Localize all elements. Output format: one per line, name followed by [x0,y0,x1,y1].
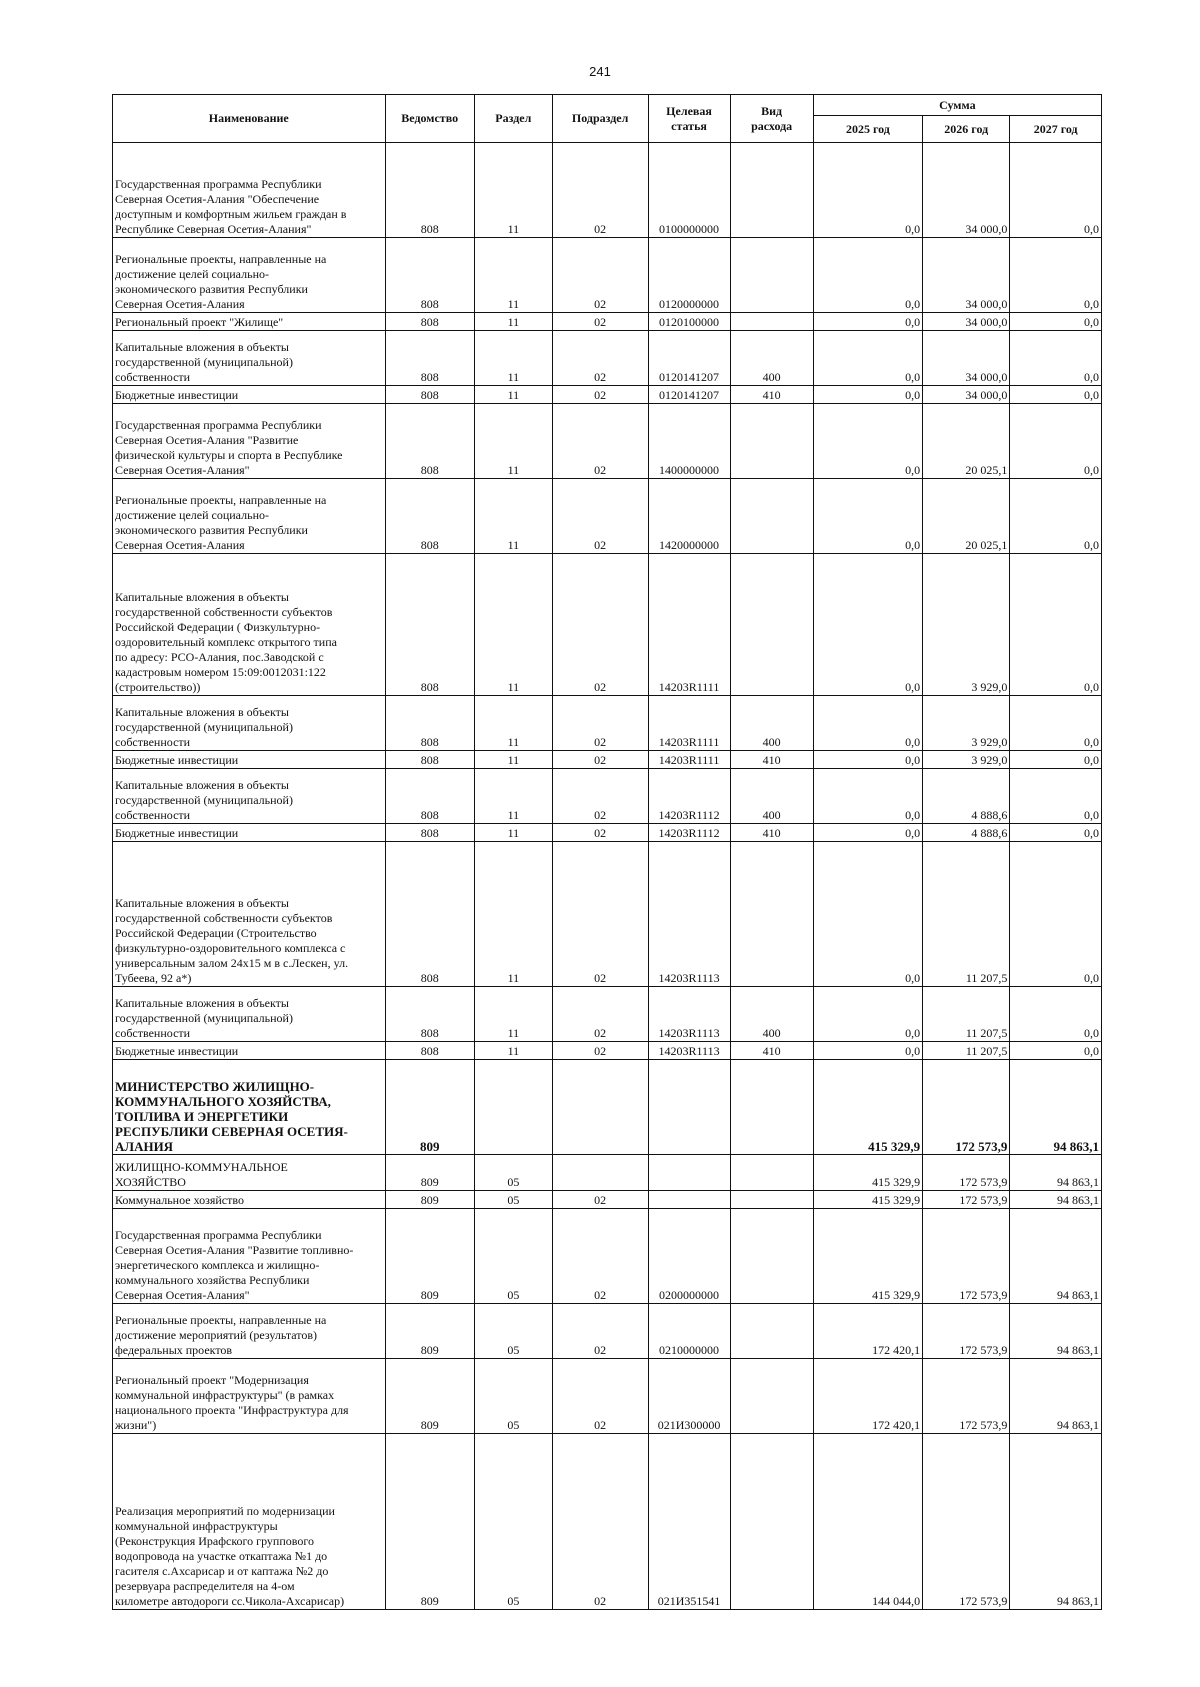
cell-name [113,1155,386,1191]
cell-dept: 808 [385,824,474,842]
cell-section: 11 [474,696,552,751]
row-name-text: Региональный проект "Модернизация коммунальной инфраструктуры" (в рамках национального проекта "Инфраструктура для жизни") [115,1373,349,1432]
cell-section: 05 [474,1304,552,1359]
table-row [113,824,1102,842]
cell-name [113,238,386,313]
cell-target [648,1155,730,1191]
cell-dept: 809 [385,1209,474,1304]
cell-dept: 808 [385,696,474,751]
cell-y2027: 0,0 [1010,143,1102,238]
cell-section: 11 [474,842,552,987]
row-name-text: Государственная программа Республики Северная Осетия-Алания "Обеспечение доступным и комфортным жильем граждан в Республике Северная Осетия-Алания" [115,177,347,236]
cell-sub: 02 [552,331,648,386]
cell-type [730,1304,813,1359]
cell-sub: 02 [552,479,648,554]
cell-y2026: 20 025,1 [923,479,1010,554]
cell-type [730,1359,813,1434]
cell-y2025: 172 420,1 [813,1359,922,1434]
cell-sub: 02 [552,842,648,987]
table-row [113,1304,1102,1359]
cell-target: 14203R1112 [648,824,730,842]
table-row [113,1042,1102,1060]
cell-sub: 02 [552,1434,648,1610]
cell-name [113,313,386,331]
cell-section: 11 [474,238,552,313]
cell-y2025: 0,0 [813,987,922,1042]
cell-type: 410 [730,386,813,404]
cell-target [648,1060,730,1155]
cell-y2025: 0,0 [813,769,922,824]
cell-target: 14203R1111 [648,751,730,769]
cell-target: 14203R1113 [648,842,730,987]
cell-y2025: 0,0 [813,386,922,404]
cell-y2025: 172 420,1 [813,1304,922,1359]
cell-sub: 02 [552,313,648,331]
cell-type [730,554,813,696]
cell-y2025: 144 044,0 [813,1434,922,1610]
header-target: Целевая статья [648,95,730,143]
cell-name [113,696,386,751]
cell-target: 0120000000 [648,238,730,313]
cell-y2027: 94 863,1 [1010,1060,1102,1155]
cell-type [730,842,813,987]
cell-name [113,1359,386,1434]
cell-target: 0210000000 [648,1304,730,1359]
table-row [113,479,1102,554]
cell-name [113,751,386,769]
table-row [113,987,1102,1042]
cell-y2025: 0,0 [813,696,922,751]
cell-y2026: 3 929,0 [923,696,1010,751]
header-sum: Сумма [813,95,1101,116]
cell-dept: 808 [385,238,474,313]
row-name-text: Капитальные вложения в объекты государственной (муниципальной) собственности [115,778,293,822]
cell-type: 400 [730,769,813,824]
cell-y2027: 0,0 [1010,479,1102,554]
table-row [113,404,1102,479]
cell-sub: 02 [552,404,648,479]
cell-name [113,842,386,987]
row-name-text: Коммунальное хозяйство [115,1193,244,1207]
cell-type [730,143,813,238]
cell-dept: 808 [385,751,474,769]
cell-y2025: 415 329,9 [813,1060,922,1155]
cell-section: 11 [474,769,552,824]
cell-y2027: 0,0 [1010,238,1102,313]
row-name-text: ЖИЛИЩНО-КОММУНАЛЬНОЕ ХОЗЯЙСТВО [115,1160,288,1189]
row-name-text: Бюджетные инвестиции [115,388,239,402]
row-name-text: Региональные проекты, направленные на достижение целей социально- экономического развития Республики Северная Осетия-Алания [115,493,327,552]
cell-section: 11 [474,313,552,331]
cell-name [113,1191,386,1209]
cell-y2027: 0,0 [1010,1042,1102,1060]
cell-y2027: 0,0 [1010,842,1102,987]
cell-dept: 809 [385,1060,474,1155]
table-row [113,386,1102,404]
cell-y2026: 11 207,5 [923,1042,1010,1060]
page-number: 241 [589,64,611,79]
cell-section: 05 [474,1155,552,1191]
cell-name [113,386,386,404]
cell-y2026: 3 929,0 [923,751,1010,769]
cell-section: 11 [474,143,552,238]
cell-type [730,1209,813,1304]
cell-y2025: 0,0 [813,313,922,331]
cell-section: 11 [474,331,552,386]
cell-sub: 02 [552,751,648,769]
cell-dept: 808 [385,331,474,386]
table-row [113,143,1102,238]
cell-dept: 808 [385,987,474,1042]
cell-sub: 02 [552,824,648,842]
cell-y2026: 34 000,0 [923,331,1010,386]
cell-y2027: 0,0 [1010,554,1102,696]
header-dept: Ведомство [385,95,474,143]
table-row [113,554,1102,696]
cell-dept: 808 [385,313,474,331]
cell-target: 0200000000 [648,1209,730,1304]
cell-sub: 02 [552,1209,648,1304]
cell-y2026: 172 573,9 [923,1209,1010,1304]
header-section: Раздел [474,95,552,143]
header-name: Наименование [113,95,386,143]
table-row [113,751,1102,769]
cell-name [113,331,386,386]
cell-name [113,769,386,824]
cell-section: 11 [474,479,552,554]
header-y2027: 2027 год [1010,116,1102,143]
cell-dept: 808 [385,554,474,696]
cell-target [648,1191,730,1209]
cell-section: 05 [474,1209,552,1304]
cell-name [113,554,386,696]
cell-y2026: 11 207,5 [923,842,1010,987]
cell-y2027: 94 863,1 [1010,1191,1102,1209]
cell-name [113,1304,386,1359]
cell-y2026: 34 000,0 [923,386,1010,404]
cell-y2026: 172 573,9 [923,1304,1010,1359]
cell-name [113,824,386,842]
cell-y2027: 0,0 [1010,331,1102,386]
cell-y2026: 172 573,9 [923,1191,1010,1209]
cell-y2027: 94 863,1 [1010,1434,1102,1610]
cell-sub: 02 [552,769,648,824]
cell-type: 410 [730,751,813,769]
cell-y2026: 34 000,0 [923,313,1010,331]
cell-target: 14203R1111 [648,554,730,696]
cell-dept: 809 [385,1359,474,1434]
cell-y2027: 0,0 [1010,751,1102,769]
cell-sub: 02 [552,143,648,238]
cell-target: 14203R1111 [648,696,730,751]
table-row [113,696,1102,751]
cell-y2027: 0,0 [1010,824,1102,842]
cell-dept: 809 [385,1155,474,1191]
cell-section: 11 [474,404,552,479]
cell-section: 05 [474,1191,552,1209]
header-subsection: Подраздел [552,95,648,143]
cell-y2026: 172 573,9 [923,1155,1010,1191]
cell-y2025: 0,0 [813,554,922,696]
cell-target: 021И351541 [648,1434,730,1610]
cell-y2027: 94 863,1 [1010,1304,1102,1359]
cell-y2025: 0,0 [813,842,922,987]
cell-y2025: 0,0 [813,143,922,238]
cell-sub: 02 [552,238,648,313]
cell-name [113,1060,386,1155]
row-name-text: Государственная программа Республики Северная Осетия-Алания "Развитие физической культуры и спорта в Республике Северная Осетия-Алания" [115,418,343,477]
table-body [113,143,1102,1610]
row-name-text: Государственная программа Республики Северная Осетия-Алания "Развитие топливно- энергетического комплекса и жилищно- коммунального хозяйства Республики Северная Осетия-Алания" [115,1228,354,1302]
cell-type [730,238,813,313]
row-name-text: Региональные проекты, направленные на достижение целей социально- экономического развития Республики Северная Осетия-Алания [115,252,327,311]
cell-target: 1400000000 [648,404,730,479]
cell-y2027: 0,0 [1010,313,1102,331]
table-row [113,1155,1102,1191]
cell-target: 0120100000 [648,313,730,331]
cell-sub: 02 [552,987,648,1042]
table-row [113,1434,1102,1610]
table-row [113,842,1102,987]
cell-y2026: 4 888,6 [923,769,1010,824]
cell-target: 1420000000 [648,479,730,554]
cell-type: 400 [730,331,813,386]
cell-name [113,143,386,238]
cell-name [113,1434,386,1610]
cell-name [113,1209,386,1304]
header-y2026: 2026 год [923,116,1010,143]
cell-dept: 808 [385,769,474,824]
cell-y2027: 94 863,1 [1010,1209,1102,1304]
cell-type [730,1434,813,1610]
cell-y2025: 0,0 [813,1042,922,1060]
table-row [113,1060,1102,1155]
cell-type [730,1191,813,1209]
cell-sub: 02 [552,696,648,751]
cell-name [113,987,386,1042]
cell-type [730,1155,813,1191]
table-row [113,1191,1102,1209]
header-exp-type: Вид расхода [730,95,813,143]
cell-y2025: 0,0 [813,751,922,769]
row-name-text: Капитальные вложения в объекты государственной собственности субъектов Российской Федерации (Строительство физкультурно-оздоровительного комплекса с универсальным залом 24х15 м в с.Лескен, ул. Тубеева, 92 а*) [115,896,349,985]
cell-y2026: 11 207,5 [923,987,1010,1042]
table-row [113,331,1102,386]
cell-y2025: 415 329,9 [813,1191,922,1209]
cell-y2027: 0,0 [1010,769,1102,824]
budget-table [112,94,1102,1610]
cell-target: 0120141207 [648,386,730,404]
cell-y2026: 172 573,9 [923,1359,1010,1434]
cell-dept: 809 [385,1434,474,1610]
cell-dept: 808 [385,479,474,554]
header-row-top [113,95,1102,116]
cell-y2026: 172 573,9 [923,1434,1010,1610]
table-row [113,1359,1102,1434]
cell-type [730,313,813,331]
cell-section: 11 [474,386,552,404]
cell-sub [552,1155,648,1191]
cell-sub [552,1060,648,1155]
cell-y2027: 0,0 [1010,386,1102,404]
table-row [113,313,1102,331]
row-name-text: МИНИСТЕРСТВО ЖИЛИЩНО- КОММУНАЛЬНОГО ХОЗЯЙСТВА, ТОПЛИВА И ЭНЕРГЕТИКИ РЕСПУБЛИКИ СЕВЕРНАЯ ОСЕТИЯ- АЛАНИЯ [115,1079,348,1154]
row-name-text: Бюджетные инвестиции [115,826,239,840]
cell-y2027: 94 863,1 [1010,1359,1102,1434]
header-y2025: 2025 год [813,116,922,143]
cell-type: 410 [730,824,813,842]
cell-y2026: 4 888,6 [923,824,1010,842]
cell-y2025: 0,0 [813,238,922,313]
cell-sub: 02 [552,1191,648,1209]
cell-y2026: 172 573,9 [923,1060,1010,1155]
cell-dept: 808 [385,386,474,404]
cell-dept: 809 [385,1191,474,1209]
row-name-text: Реализация мероприятий по модернизации коммунальной инфраструктуры (Реконструкция Ирафского группового водопровода на участке откаптажа №1 до гасителя с.Ахсарисар и от каптажа №2 до резервуара распределителя на 4-ом километре автодороги сс.Чикола-Ахсарисар) [115,1504,345,1608]
cell-section: 11 [474,751,552,769]
cell-sub: 02 [552,386,648,404]
cell-y2027: 94 863,1 [1010,1155,1102,1191]
cell-y2025: 0,0 [813,824,922,842]
cell-dept: 808 [385,1042,474,1060]
cell-y2026: 34 000,0 [923,143,1010,238]
cell-name [113,1042,386,1060]
cell-y2026: 34 000,0 [923,238,1010,313]
cell-y2025: 0,0 [813,331,922,386]
cell-y2025: 415 329,9 [813,1209,922,1304]
row-name-text: Капитальные вложения в объекты государственной (муниципальной) собственности [115,705,293,749]
cell-y2027: 0,0 [1010,696,1102,751]
row-name-text: Капитальные вложения в объекты государственной собственности субъектов Российской Федерации ( Физкультурно- оздоровительный комплекс открытого типа по адресу: РСО-Алания, пос.Заводской с кадастровым номером 15:09:0012031:122 (строительство)) [115,590,337,694]
row-name-text: Региональные проекты, направленные на достижение мероприятий (результатов) федеральных проектов [115,1313,327,1357]
row-name-text: Капитальные вложения в объекты государственной (муниципальной) собственности [115,996,293,1040]
cell-target: 14203R1112 [648,769,730,824]
cell-type: 400 [730,696,813,751]
cell-y2026: 3 929,0 [923,554,1010,696]
row-name-text: Бюджетные инвестиции [115,1044,239,1058]
cell-dept: 808 [385,842,474,987]
cell-section [474,1060,552,1155]
row-name-text: Региональный проект "Жилище" [115,315,284,329]
cell-dept: 808 [385,143,474,238]
cell-type [730,404,813,479]
cell-type [730,1060,813,1155]
cell-y2025: 0,0 [813,404,922,479]
cell-y2027: 0,0 [1010,987,1102,1042]
cell-section: 11 [474,554,552,696]
cell-dept: 809 [385,1304,474,1359]
cell-target: 0120141207 [648,331,730,386]
cell-section: 05 [474,1359,552,1434]
table-row [113,238,1102,313]
cell-target: 021И300000 [648,1359,730,1434]
cell-sub: 02 [552,554,648,696]
cell-sub: 02 [552,1359,648,1434]
cell-sub: 02 [552,1042,648,1060]
cell-dept: 808 [385,404,474,479]
cell-name [113,479,386,554]
row-name-text: Капитальные вложения в объекты государственной (муниципальной) собственности [115,340,293,384]
cell-section: 11 [474,824,552,842]
cell-section: 11 [474,1042,552,1060]
cell-type [730,479,813,554]
table-row [113,1209,1102,1304]
cell-y2026: 20 025,1 [923,404,1010,479]
cell-name [113,404,386,479]
cell-target: 14203R1113 [648,1042,730,1060]
table-row [113,769,1102,824]
cell-target: 0100000000 [648,143,730,238]
cell-type: 410 [730,1042,813,1060]
row-name-text: Бюджетные инвестиции [115,753,239,767]
cell-y2025: 415 329,9 [813,1155,922,1191]
cell-y2027: 0,0 [1010,404,1102,479]
cell-section: 11 [474,987,552,1042]
cell-y2025: 0,0 [813,479,922,554]
cell-section: 05 [474,1434,552,1610]
cell-target: 14203R1113 [648,987,730,1042]
cell-sub: 02 [552,1304,648,1359]
cell-type: 400 [730,987,813,1042]
